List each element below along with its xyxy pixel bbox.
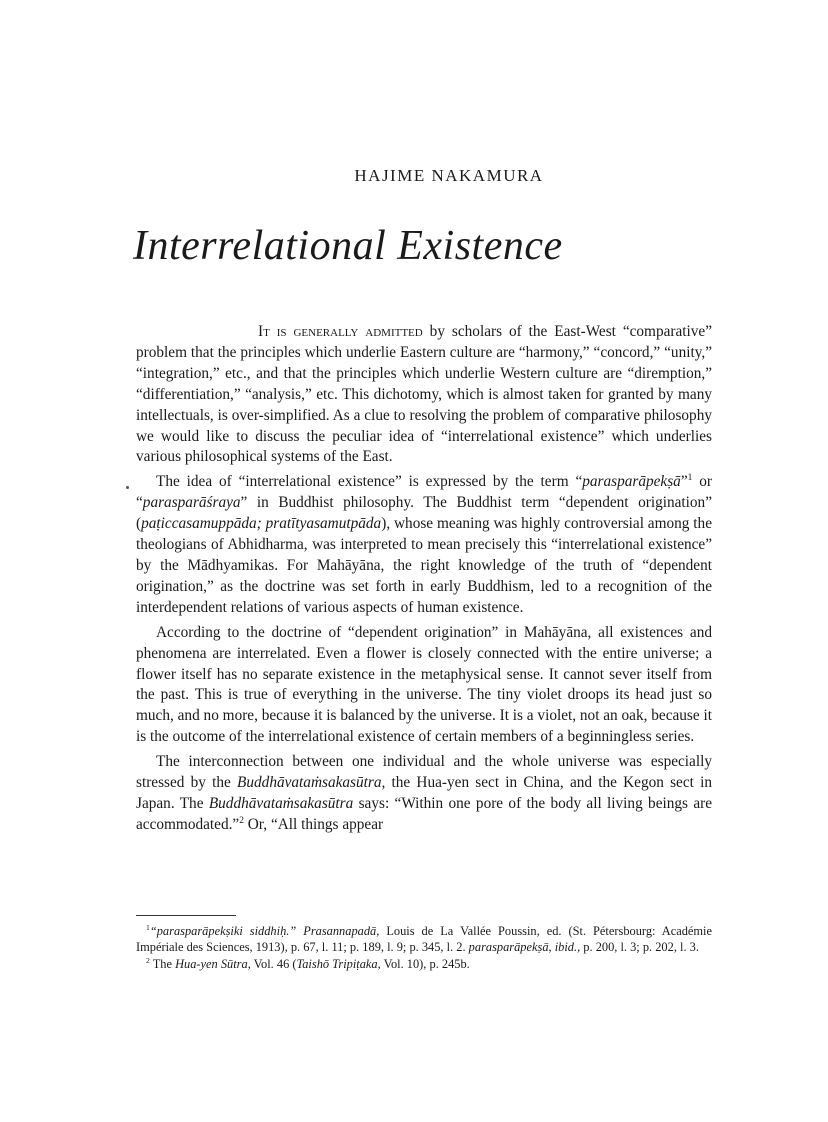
footnote-1-text-b: Prasannapadā, xyxy=(303,924,380,938)
footnote-ref-1[interactable]: 1 xyxy=(687,473,693,484)
lead-in-smallcaps: It is generally admitted xyxy=(258,323,423,340)
footnote-1-text-e: p. 200, l. 3; p. 202, l. 3. xyxy=(580,940,699,955)
term-sutra-2: Buddhāvataṁsakasūtra xyxy=(208,794,354,812)
paragraph-1-text: by scholars of the East-West “comparative” problem that the principles which underlie Eastern culture are “harmony,” “concord,” “unity,” “integration,” etc., and that the principles which underlie Western culture are “diremption,” “differentiation,” “analysis,” etc. This dichotomy, which is almost taken for granted by many intellectuals, is over-simplified. As a clue to resolving the problem of comparative philosophy we would like to discuss the peculiar idea of “interrelational existence” which underlies various philosophical systems of the East. xyxy=(136,323,713,466)
margin-mark xyxy=(126,486,129,489)
term-parasparapeksa: parasparāpekṣā xyxy=(582,473,681,491)
paragraph-2-text-a: The idea of “interrelational existence” is expressed by the term “ xyxy=(156,473,583,491)
paragraph-2-text-d: ” in Buddhist philosophy. The Buddhist term “dependent origination” ( xyxy=(136,494,712,533)
footnote-2-text-d: Taishō Tripiṭaka, xyxy=(296,956,381,971)
author-name: HAJIME NAKAMURA xyxy=(354,166,544,185)
term-sutra-1: Buddhāvataṁsakasūtra, xyxy=(237,774,386,792)
paragraph-4-text-b: the Hua-yen sect in China, and the Kegon sect in Japan. The xyxy=(136,774,712,812)
footnote-1-number: 1 xyxy=(146,922,150,932)
paragraph-4-text-d: Or, “All things appear xyxy=(243,815,384,833)
paragraph-1 xyxy=(136,322,712,468)
term-dependent-origination: paṭiccasamuppāda; pratītyasamutpāda xyxy=(141,515,382,533)
footnotes xyxy=(136,923,712,972)
paragraph-2-text-b: ” xyxy=(680,473,688,491)
footnote-2-text-e: Vol. 10), p. 245b. xyxy=(380,956,470,971)
paragraph-3: According to the doctrine of “dependent origination” in Mahāyāna, all existences and phenomena are interrelated. Even a flower is closely connected with the entire universe; a flower itself has no separate existence in the metaphysical sense. It cannot sever itself from the past. This is true of everything in the universe. The tiny violet droops its head just so much, and no more, because it is balanced by the universe. It is a violet, not an oak, because it is the outcome of the interrelational existence of certain members of a beginningless series. xyxy=(136,623,713,746)
footnote-2-text-b: Hua-yen Sūtra, xyxy=(175,956,251,971)
paragraph-2 xyxy=(136,472,712,618)
footnote-1 xyxy=(136,923,712,956)
paragraph-4-text-a: The interconnection between one individual and the whole universe was especially stressed by the xyxy=(136,753,712,792)
footnote-1-text-a: “parasparāpekṣiki siddhiḥ.” xyxy=(149,924,304,938)
footnote-2-text-a: The xyxy=(149,956,176,971)
paragraph-4 xyxy=(136,752,712,836)
article-title: Interrelational Existence xyxy=(133,223,563,269)
footnote-2-number: 2 xyxy=(146,955,150,965)
footnote-ref-2[interactable]: 2 xyxy=(239,815,244,826)
paragraph-2-text-e: ), whose meaning was highly controversial among the theologians of Abhidharma, was interpreted to mean precisely this “interrelational existence” by the Mādhyamikas. For Mahāyāna, the right knowledge of the truth of “dependent origination,” as the doctrine was set forth in early Buddhism, led to a recognition of the interdependent relations of various aspects of human existence. xyxy=(136,515,712,616)
footnote-2 xyxy=(136,956,712,972)
footnote-2-text-c: Vol. 46 ( xyxy=(250,956,297,971)
footnote-1-text-c: Louis de La Vallée Poussin, ed. (St. Pétersbourg: Académie Impériale des Sciences, 1913), p. 67, l. 11; p. 189, l. 9; p. 345, l. 2. xyxy=(136,924,712,955)
article-body xyxy=(136,322,712,840)
footnote-divider xyxy=(136,915,236,916)
paragraph-2-text-c: or “ xyxy=(136,473,712,512)
term-parasparasraya: parasparāśraya xyxy=(142,494,241,512)
paragraph-4-text-c: says: “Within one pore of the body all living beings are accommodated.” xyxy=(136,794,712,833)
footnote-1-text-d: parasparāpekṣā, ibid., xyxy=(468,940,581,955)
